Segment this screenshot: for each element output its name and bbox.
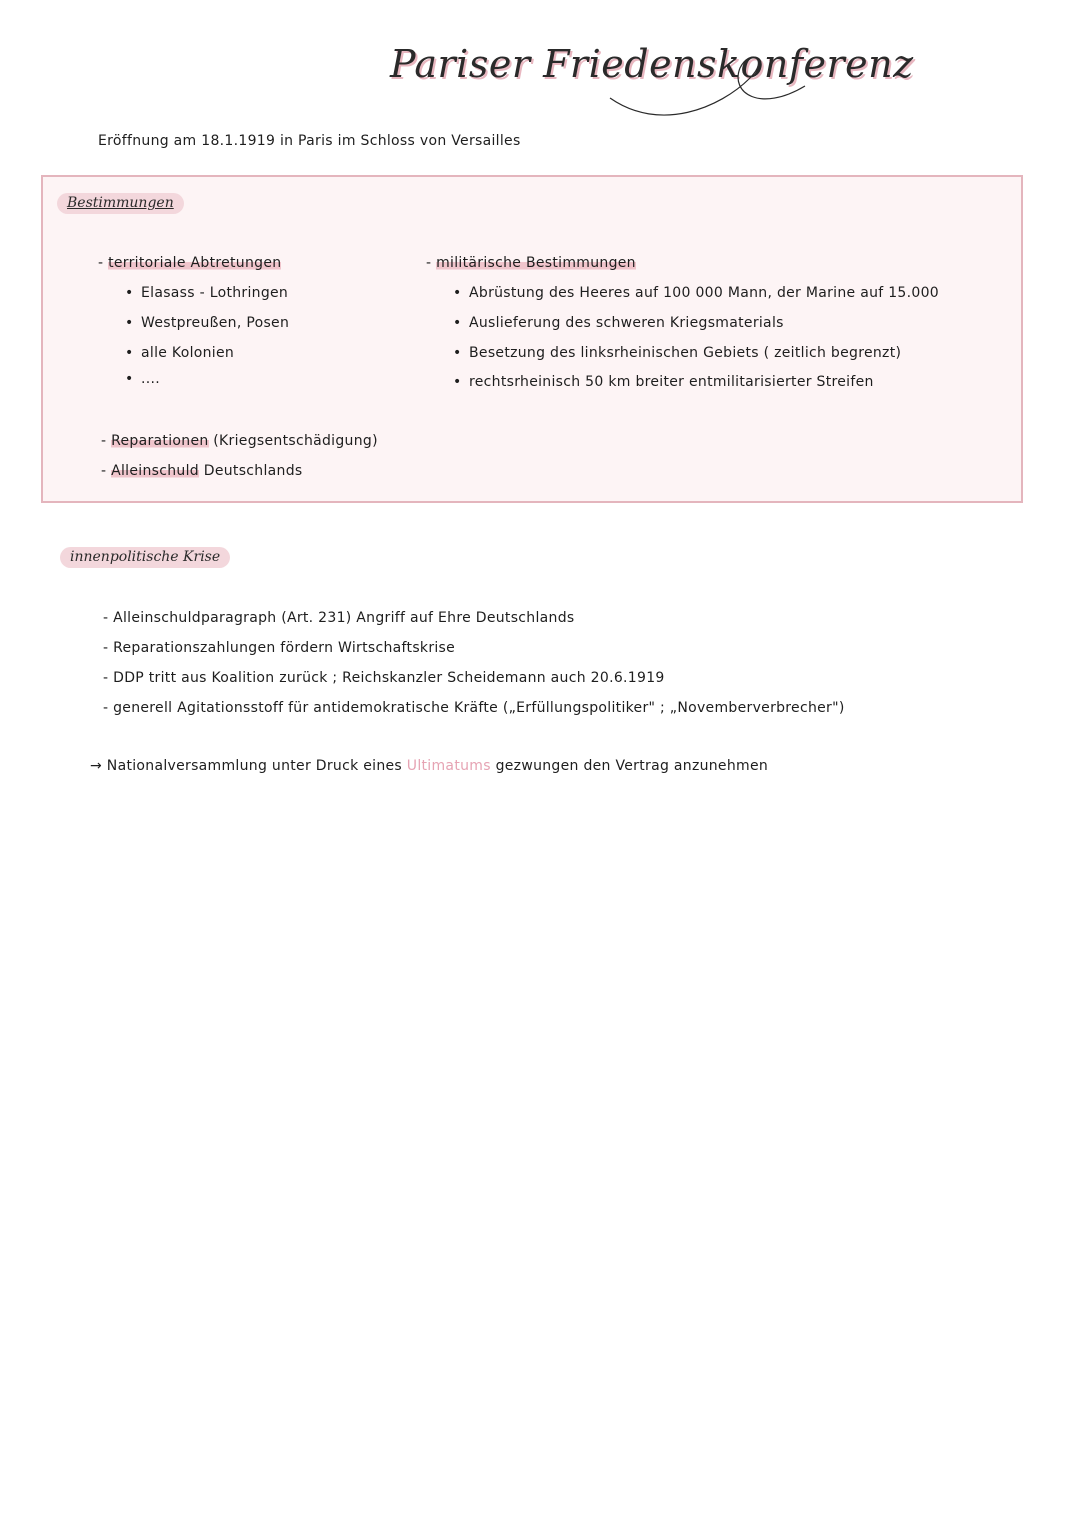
territorial-item: • Elasass - Lothringen: [125, 285, 289, 301]
krise-label: innenpolitische Krise: [60, 547, 230, 568]
arrow-icon: →: [90, 758, 103, 774]
krise-item: - DDP tritt aus Koalition zurück ; Reichskanzler Scheidemann auch 20.6.1919: [103, 670, 665, 686]
alleinschuld-term: Alleinschuld: [111, 463, 199, 479]
territorial-item: • ....: [125, 371, 161, 387]
ultimatum-highlight: Ultimatums: [406, 758, 491, 774]
militaer-item: • Abrüstung des Heeres auf 100 000 Mann, der Marine auf 15.000: [453, 285, 940, 301]
conclusion-line: → Nationalversammlung unter Druck eines Ultimatums gezwungen den Vertrag anzunehmen: [90, 758, 769, 774]
page-title: Pariser Friedenskonferenz: [390, 42, 914, 86]
title-flourish: [600, 38, 820, 138]
alleinschuld-line: - Alleinschuld Deutschlands: [101, 463, 303, 479]
krise-item: - generell Agitationsstoff für antidemokratische Kräfte („Erfüllungspolitiker" ; „Novemberverbrecher"): [103, 700, 845, 716]
militaer-item: • Besetzung des linksrheinischen Gebiets ( zeitlich begrenzt): [453, 345, 902, 361]
krise-item: - Alleinschuldparagraph (Art. 231) Angriff auf Ehre Deutschlands: [103, 610, 575, 626]
militaer-item: • rechtsrheinisch 50 km breiter entmilitarisierter Streifen: [453, 374, 874, 390]
militaer-heading: - militärische Bestimmungen: [426, 255, 636, 271]
krise-item: - Reparationszahlungen fördern Wirtschaftskrise: [103, 640, 456, 656]
territorial-item: • alle Kolonien: [125, 345, 235, 361]
territorial-heading: - territoriale Abtretungen: [98, 255, 282, 271]
militaer-item: • Auslieferung des schweren Kriegsmaterials: [453, 315, 784, 331]
territorial-item: • Westpreußen, Posen: [125, 315, 290, 331]
reparationen-line: - Reparationen (Kriegsentschädigung): [101, 433, 378, 449]
intro-text: Eröffnung am 18.1.1919 in Paris im Schloss von Versailles: [98, 133, 521, 149]
bestimmungen-box: [41, 175, 1023, 503]
reparationen-term: Reparationen: [111, 433, 209, 449]
bestimmungen-label: Bestimmungen: [57, 193, 184, 214]
